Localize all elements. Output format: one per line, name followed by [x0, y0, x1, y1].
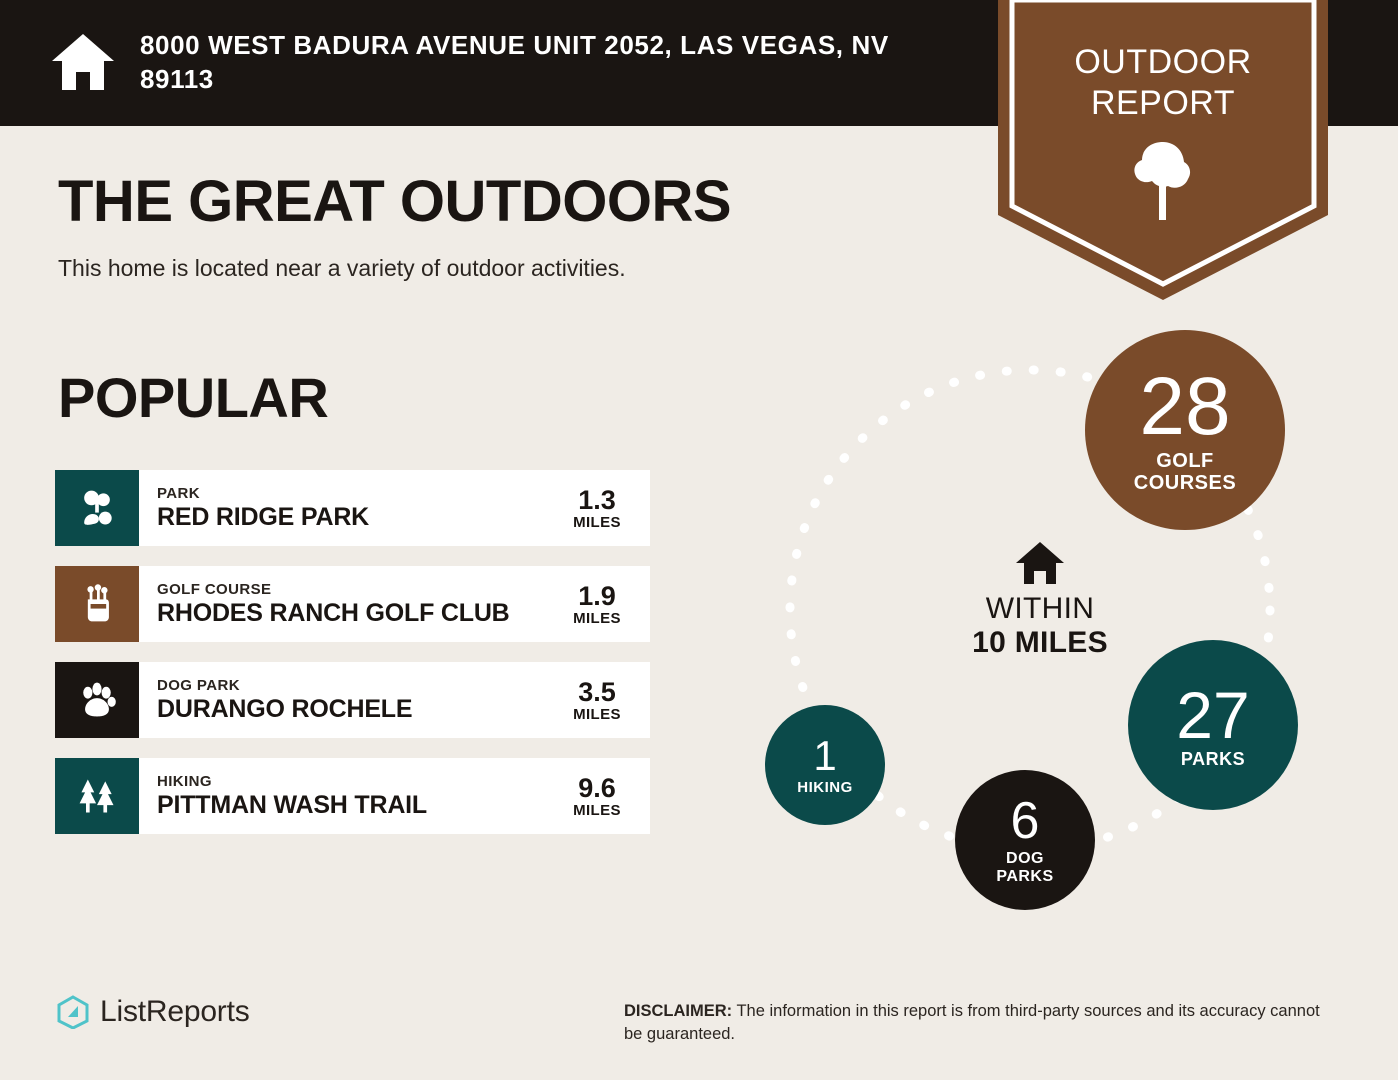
list-item-category: GOLF COURSE [157, 580, 272, 598]
stat-count: 28 [1139, 361, 1231, 452]
home-icon [1014, 540, 1066, 586]
within-10-miles-cluster [730, 320, 1350, 920]
list-item-text [139, 677, 554, 724]
golf-bag-icon [55, 566, 139, 642]
list-item-text [139, 485, 554, 532]
paw-icon [55, 662, 139, 738]
disclaimer [624, 1000, 1336, 1046]
list-item-distance-unit: MILES [573, 513, 621, 531]
stat-label-line2: COURSES [1133, 472, 1237, 494]
outdoor-report-badge [998, 0, 1328, 300]
stat-bubble-dog-parks [955, 770, 1095, 910]
popular-list [55, 470, 650, 854]
badge-title [998, 42, 1328, 124]
within-radius-label [920, 540, 1160, 660]
list-item-category: DOG PARK [157, 676, 240, 694]
listreports-logo-icon [56, 995, 90, 1029]
within-line1: WITHIN [985, 592, 1095, 625]
list-item-distance [554, 678, 650, 723]
list-item-distance-value: 9.6 [578, 772, 616, 803]
page-title: THE GREAT OUTDOORS [58, 169, 732, 234]
tree-icon [1128, 140, 1198, 220]
list-item-distance-value: 1.3 [578, 484, 616, 515]
stat-label-line2: PARKS [996, 867, 1054, 885]
list-item-distance-value: 3.5 [578, 676, 616, 707]
stat-label [1181, 750, 1245, 768]
stat-bubble-parks [1128, 640, 1298, 810]
stat-label [1134, 450, 1236, 494]
trees-icon [55, 758, 139, 834]
stat-bubble-hiking [765, 705, 885, 825]
list-item-name: PITTMAN WASH TRAIL [157, 790, 427, 819]
stat-count: 6 [1010, 791, 1040, 850]
list-item-distance-unit: MILES [573, 801, 621, 819]
stat-label [797, 780, 853, 795]
stat-label-line1: HIKING [797, 779, 853, 796]
stat-count: 1 [813, 732, 837, 779]
within-line2: 10 MILES [972, 626, 1108, 659]
stat-count: 27 [1176, 678, 1250, 752]
stat-label [996, 850, 1053, 886]
page-subtitle: This home is located near a variety of outdoor activities. [58, 255, 626, 281]
disclaimer-text: The information in this report is from third-party sources and its accuracy cannot be guaranteed. [624, 1002, 1320, 1043]
badge-title-line2: REPORT [1090, 84, 1236, 122]
listreports-logo-text: ListReports [100, 995, 250, 1028]
list-item-name: RHODES RANCH GOLF CLUB [157, 598, 510, 627]
stat-label-line1: PARKS [1180, 749, 1246, 769]
list-item-text [139, 581, 554, 628]
list-item-distance-value: 1.9 [578, 580, 616, 611]
list-item-distance [554, 582, 650, 627]
list-item-distance-unit: MILES [573, 609, 621, 627]
popular-section-title: POPULAR [58, 366, 329, 429]
list-item[interactable] [55, 566, 650, 642]
home-icon [50, 32, 116, 92]
property-address: 8000 WEST BADURA AVENUE UNIT 2052, LAS VEGAS, NV 89113 [140, 30, 889, 94]
list-item-distance [554, 486, 650, 531]
park-icon [55, 470, 139, 546]
list-item-name: RED RIDGE PARK [157, 502, 370, 531]
listreports-logo[interactable] [56, 995, 250, 1029]
list-item[interactable] [55, 470, 650, 546]
list-item-name: DURANGO ROCHELE [157, 694, 413, 723]
list-item-distance [554, 774, 650, 819]
stat-label-line1: DOG [1006, 849, 1044, 867]
list-item-distance-unit: MILES [573, 705, 621, 723]
stat-label-line1: GOLF [1156, 450, 1214, 472]
list-item-category: PARK [157, 484, 200, 502]
list-item[interactable] [55, 662, 650, 738]
list-item-category: HIKING [157, 772, 212, 790]
list-item[interactable] [55, 758, 650, 834]
badge-title-line1: OUTDOOR [1074, 43, 1252, 81]
list-item-text [139, 773, 554, 820]
disclaimer-label: DISCLAIMER: [624, 1002, 733, 1020]
stat-bubble-golf-courses [1085, 330, 1285, 530]
